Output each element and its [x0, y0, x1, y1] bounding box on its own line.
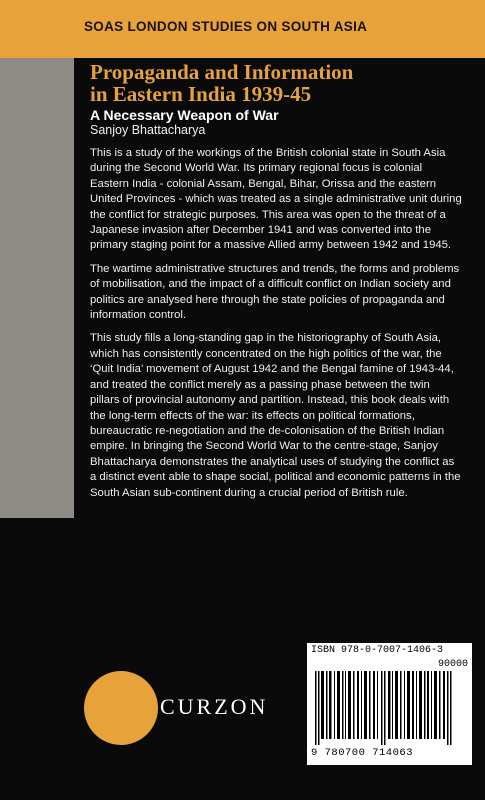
series-banner [0, 0, 485, 58]
price-code: 90000 [437, 659, 468, 670]
book-title [90, 61, 462, 105]
isbn-number: ISBN 978-0-7007-1406-3 [311, 645, 444, 656]
book-title-line-2: in Eastern India 1939-45 [90, 82, 312, 106]
decorative-side-bar [0, 58, 74, 518]
ean-number: 9 780700 714063 [311, 747, 414, 759]
book-subtitle: A Necessary Weapon of War [90, 107, 279, 123]
author-name: Sanjoy Bhattacharya [90, 123, 206, 137]
publisher-name: CURZON [160, 694, 269, 719]
back-cover-text [90, 61, 462, 501]
barcode-bars [313, 671, 463, 745]
blurb-paragraph-1: This is a study of the workings of the British colonial state in South Asia during the Second World War. Its primary regional focus is colonial Eastern India - colonial Assam, Bengal, Bihar, Orissa and the eastern United Provinces - which was treated as a single administrative unit during the conflict for strategic purposes. This area was open to the threat of a Japanese invasion after December 1941 and was converted into the primary staging point for a massive Allied army between 1942 and 1945. [90, 147, 462, 252]
blurb-paragraph-2: The wartime administrative structures and trends, the forms and problems of mobilisation, and the impact of a difficult conflict on Indian society and politics are analysed here through the state policies of propaganda and information control. [90, 262, 460, 322]
barcode-panel [307, 643, 472, 765]
publisher-logo-circle [84, 671, 158, 745]
blurb-paragraph-3: This study fills a long-standing gap in the historiography of South Asia, which has consistently concentrated on the high politics of the war, the ‘Quit India’ movement of August 1942 and the Bengal famine of 1943-44, and treated the conflict merely as a passing phase between the twin pillars of provincial autonomy and partition. Instead, this book deals with the long-term effects of the war: its effects on political formations, bureaucratic re-negotiation and the de-colonisation of the British Indian empire. In bringing the Second World War to the centre-stage, Sanjoy Bhattacharya demonstrates the analytical uses of studying the conflict as a distinct event able to shape social, political and economic patterns in the South Asian sub-continent during a crucial period of British rule. [90, 332, 461, 499]
series-name: SOAS LONDON STUDIES ON SOUTH ASIA [84, 19, 368, 34]
book-title-line-1: Propaganda and Information [90, 60, 354, 84]
